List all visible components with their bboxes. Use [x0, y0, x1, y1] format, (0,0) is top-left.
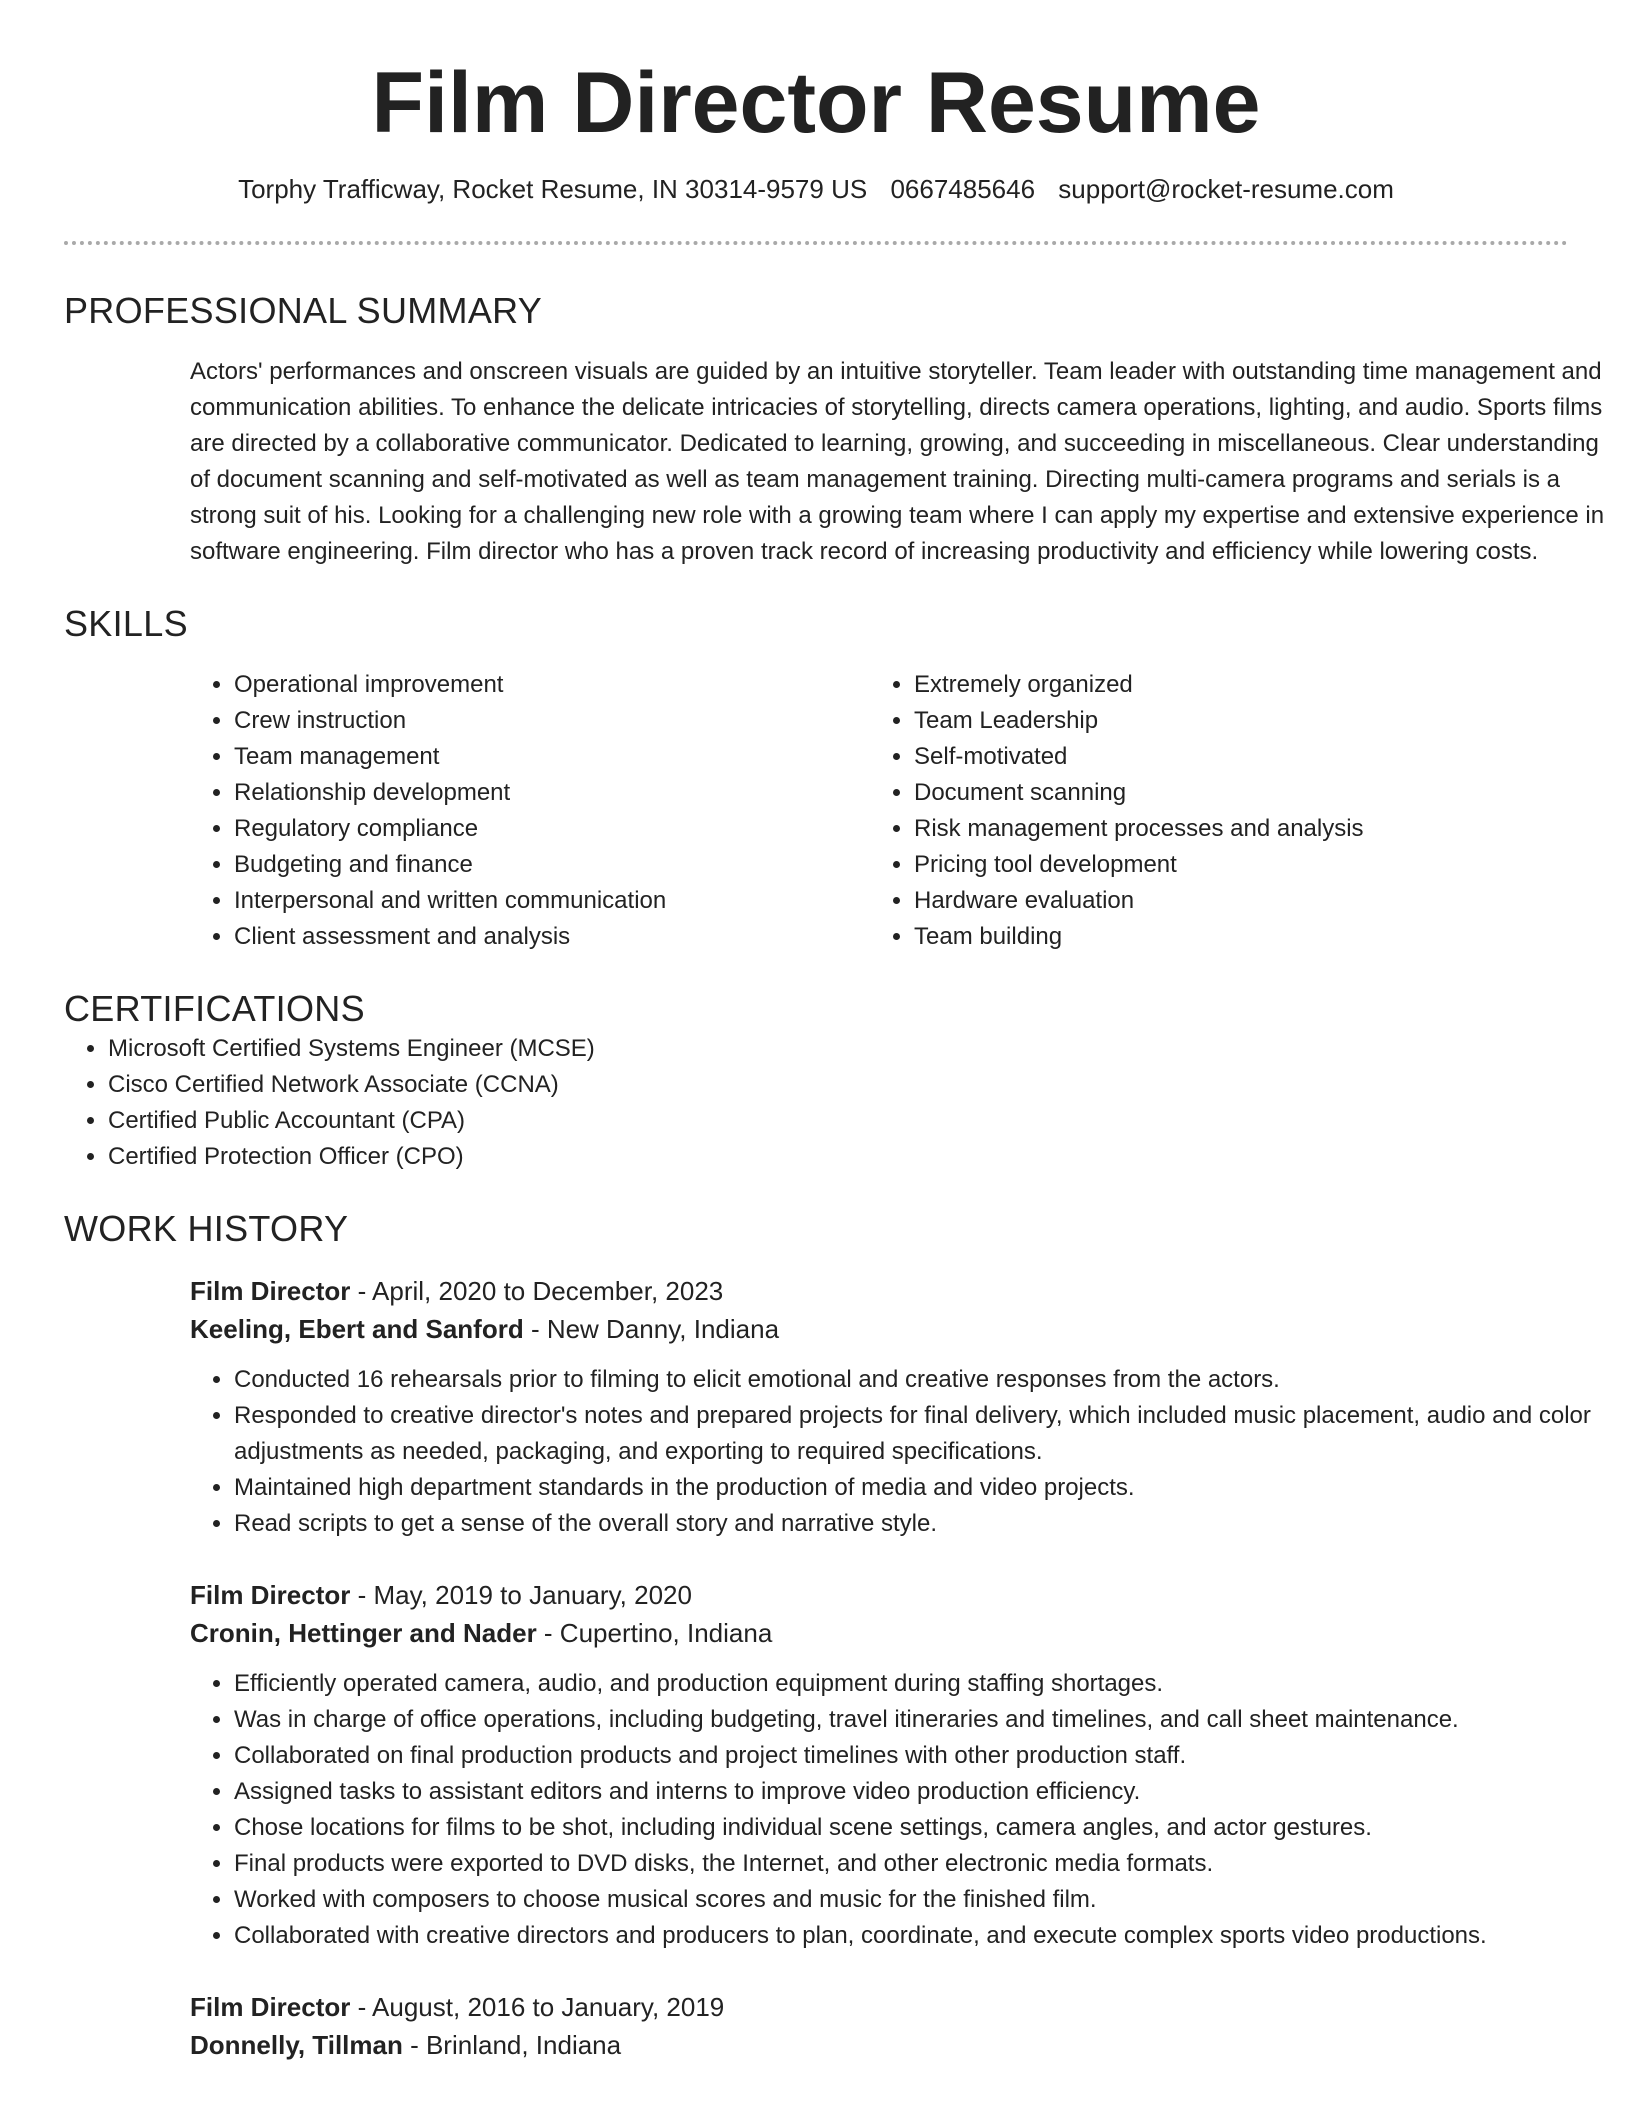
job-dates: - August, 2016 to January, 2019 — [350, 1991, 725, 2022]
skill-item: • Regulatory compliance — [234, 811, 870, 847]
skills-list-right — [870, 667, 1550, 955]
contact-line — [64, 173, 1568, 207]
skill-item: • Self-motivated — [914, 739, 1550, 775]
job-duties-list — [190, 1362, 1632, 1542]
summary-text: Actors' performances and onscreen visuals are guided by an intuitive storyteller. Team leader with outstanding time management and communication abilities. To enhance the delicate intricacies of storytelling, directs camera operations, lighting, and audio. Sports films are directed by a collaborative communicator. Dedicated to learning, growing, and succeeding in miscellaneous. Clear understanding of document scanning and self-motivated as well as team management training. Directing multi-camera programs and serials is a strong suit of his. Looking for a challenging new role with a growing team where I can apply my expertise and extensive experience in software engineering. Film director who has a proven track record of increasing productivity and efficiency while lowering costs. — [190, 358, 1605, 566]
skills-columns — [190, 667, 1568, 955]
job-duty: • Maintained high department standards in the production of media and video projects. — [234, 1470, 1632, 1506]
certification-item: • Cisco Certified Network Associate (CCNA) — [108, 1067, 1568, 1103]
skill-item: • Team management — [234, 739, 870, 775]
job-company-line — [190, 1310, 1568, 1348]
job-location: - Cupertino, Indiana — [536, 1617, 773, 1648]
skill-item: • Interpersonal and written communication — [234, 883, 870, 919]
certifications-heading: CERTIFICATIONS — [64, 988, 365, 1030]
job-company: Keeling, Ebert and Sanford — [190, 1313, 524, 1344]
job-title-line — [190, 1988, 1568, 2026]
skill-item: • Crew instruction — [234, 703, 870, 739]
job-company-line — [190, 2026, 1568, 2064]
job-company: Cronin, Hettinger and Nader — [190, 1617, 537, 1648]
job-duty: • Responded to creative director's notes and prepared projects for final delivery, which included music placement, audio and color adjustments as needed, packaging, and exporting to required specifications. — [234, 1398, 1632, 1470]
job-duty: • Assigned tasks to assistant editors and interns to improve video production efficiency. — [234, 1774, 1632, 1810]
skills-heading: SKILLS — [64, 603, 188, 645]
job-duty: • Chose locations for films to be shot, including individual scene settings, camera angles, and actor gestures. — [234, 1810, 1632, 1846]
job-title: Film Director — [190, 1275, 351, 1306]
job-duty: • Read scripts to get a sense of the overall story and narrative style. — [234, 1506, 1632, 1542]
job-company-line — [190, 1614, 1568, 1652]
job-duty: • Worked with composers to choose musical scores and music for the finished film. — [234, 1882, 1632, 1918]
job-duty: • Was in charge of office operations, including budgeting, travel itineraries and timelines, and call sheet maintenance. — [234, 1702, 1632, 1738]
contact-phone: 0667485646 — [890, 174, 1036, 205]
skill-item: • Risk management processes and analysis — [914, 811, 1550, 847]
contact-address: Torphy Trafficway, Rocket Resume, IN 30314-9579 US — [238, 174, 868, 205]
job-location: - New Danny, Indiana — [523, 1313, 780, 1344]
job-duty: • Collaborated on final production products and project timelines with other production staff. — [234, 1738, 1632, 1774]
work-history-section — [64, 1207, 1591, 2064]
skills-list-left — [190, 667, 870, 955]
job-duties-list — [190, 1666, 1632, 1954]
certification-item: • Certified Public Accountant (CPA) — [108, 1103, 1568, 1139]
summary-heading: PROFESSIONAL SUMMARY — [64, 289, 543, 331]
skill-item: • Extremely organized — [914, 667, 1550, 703]
skill-item: • Pricing tool development — [914, 847, 1550, 883]
job-title: Film Director — [190, 1579, 351, 1610]
page-title: Film Director Resume — [371, 55, 1261, 151]
skill-item: • Relationship development — [234, 775, 870, 811]
skill-item: • Operational improvement — [234, 667, 870, 703]
job-title-line — [190, 1272, 1568, 1310]
skill-item: • Hardware evaluation — [914, 883, 1550, 919]
certification-item: • Microsoft Certified Systems Engineer (MCSE) — [108, 1031, 1568, 1067]
job-duty: • Conducted 16 rehearsals prior to filming to elicit emotional and creative responses from the actors. — [234, 1362, 1632, 1398]
skill-item: • Client assessment and analysis — [234, 919, 870, 955]
job-duty: • Final products were exported to DVD disks, the Internet, and other electronic media formats. — [234, 1846, 1632, 1882]
skills-section — [64, 602, 1568, 955]
job-dates: - May, 2019 to January, 2020 — [350, 1579, 692, 1610]
job-company: Donnelly, Tillman — [190, 2029, 403, 2060]
job-entry — [190, 1576, 1568, 1954]
job-duty: • Efficiently operated camera, audio, and production equipment during staffing shortages. — [234, 1666, 1632, 1702]
certifications-section — [64, 987, 1568, 1174]
job-duty: • Collaborated with creative directors and producers to plan, coordinate, and execute complex sports video productions. — [234, 1918, 1632, 1954]
job-title: Film Director — [190, 1991, 351, 2022]
job-dates: - April, 2020 to December, 2023 — [350, 1275, 724, 1306]
certification-item: • Certified Protection Officer (CPO) — [108, 1139, 1568, 1175]
job-entry — [190, 1988, 1568, 2064]
certifications-list — [64, 1031, 1568, 1175]
header-divider — [64, 241, 1568, 245]
job-entry — [190, 1272, 1591, 1542]
skill-item: • Team building — [914, 919, 1550, 955]
contact-email: support@rocket-resume.com — [1058, 174, 1394, 205]
summary-section — [64, 289, 1605, 570]
skill-item: • Team Leadership — [914, 703, 1550, 739]
skill-item: • Document scanning — [914, 775, 1550, 811]
job-title-line — [190, 1576, 1568, 1614]
job-location: - Brinland, Indiana — [402, 2029, 622, 2060]
work-history-heading: WORK HISTORY — [64, 1207, 349, 1249]
skill-item: • Budgeting and finance — [234, 847, 870, 883]
